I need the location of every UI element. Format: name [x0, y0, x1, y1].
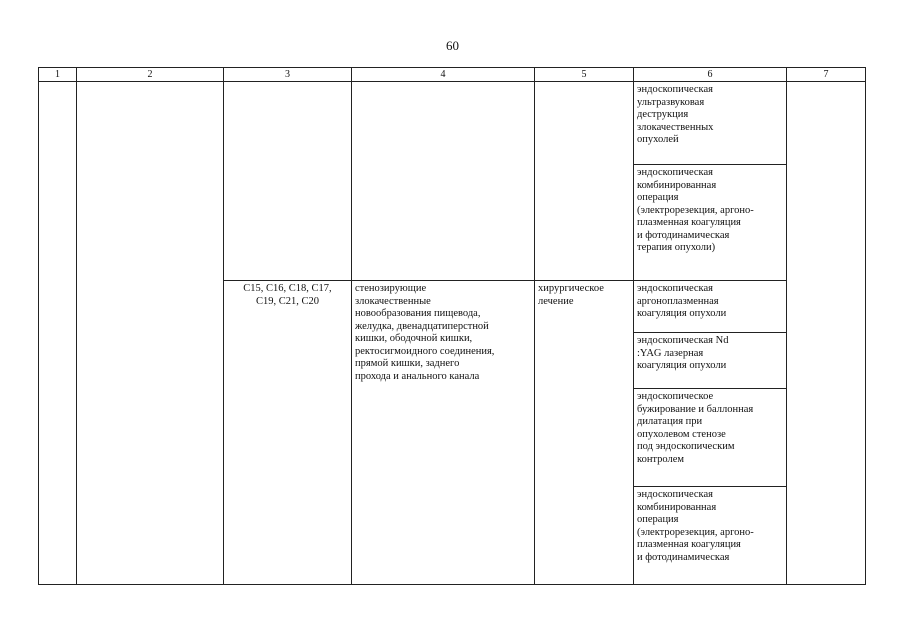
procedures-table: [38, 67, 866, 585]
table-cell-empty: [535, 82, 634, 281]
table-cell-empty: [352, 82, 535, 281]
method-cell: эндоскопическая ультразвуковая деструкция злокачественных опухолей: [634, 82, 787, 165]
table-row: [39, 82, 866, 165]
column-number: 1: [39, 68, 77, 82]
column-number-row: [39, 68, 866, 82]
column-number: 7: [787, 68, 866, 82]
diagnosis-cell: стенозирующие злокачественные новообразования пищевода, желудка, двенадцатиперстной кишки, ободочной кишки, ректосигмоидного соединения, прямой кишки, заднего прохода и анального канала: [352, 281, 535, 585]
treatment-type-cell: хирургическое лечение: [535, 281, 634, 585]
method-cell: эндоскопическая Nd :YAG лазерная коагуляция опухоли: [634, 333, 787, 389]
column-number: 4: [352, 68, 535, 82]
column-number: 2: [77, 68, 224, 82]
table-cell-empty: [787, 82, 866, 585]
method-cell: эндоскопическая комбинированная операция (электрорезекция, аргоно- плазменная коагуляция и фотодинамическая: [634, 487, 787, 585]
table-cell-empty: [77, 82, 224, 585]
table-cell-empty: [224, 82, 352, 281]
method-cell: эндоскопическое бужирование и баллонная дилатация при опухолевом стенозе под эндоскопическим контролем: [634, 389, 787, 487]
column-number: 5: [535, 68, 634, 82]
diagnosis-codes-cell: C15, C16, C18, C17, C19, C21, C20: [224, 281, 352, 585]
column-number: 3: [224, 68, 352, 82]
page-number: 60: [446, 38, 459, 53]
table-cell-empty: [39, 82, 77, 585]
method-cell: эндоскопическая комбинированная операция (электрорезекция, аргоно- плазменная коагуляция и фотодинамическая терапия опухоли): [634, 165, 787, 281]
method-cell: эндоскопическая аргоноплазменная коагуляция опухоли: [634, 281, 787, 333]
column-number: 6: [634, 68, 787, 82]
